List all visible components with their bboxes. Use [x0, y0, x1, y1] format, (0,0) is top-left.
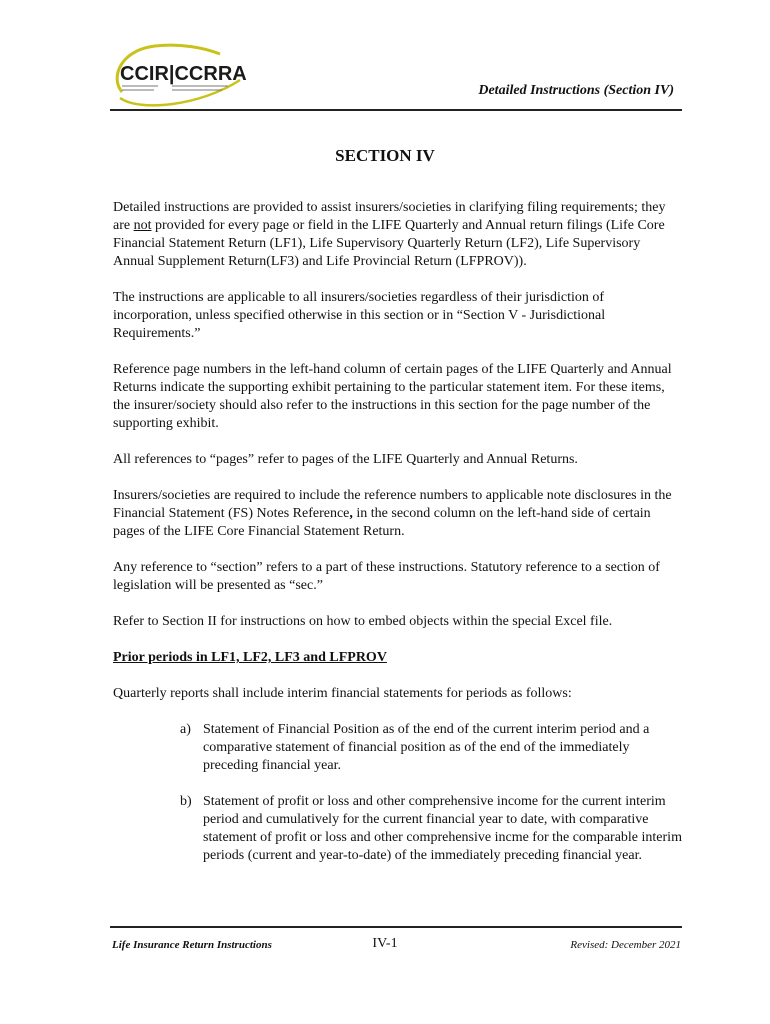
- page-number: IV-1: [372, 936, 398, 951]
- section-title: SECTION IV: [335, 146, 435, 165]
- paragraph-pages-definition: All references to “pages” refer to pages of the LIFE Quarterly and Annual Returns.: [113, 452, 578, 467]
- paragraph-intro: Detailed instructions are provided to assist insurers/societies in clarifying filing requirements; they are not provided for every page or field in the LIFE Quarterly and Annual return filings (Life Core Financial Statement Return (LF1), Life Supervisory Quarterly Return (LF2), Life Supervisory Annual Supplement Return(LF3) and Life Provincial Return (LFPROV)).: [113, 200, 666, 269]
- paragraph-quarterly-intro: Quarterly reports shall include interim financial statements for periods as follows:: [113, 686, 572, 701]
- list-item-text: Statement of profit or loss and other comprehensive income for the current interim period and cumulatively for the current financial year to date, with comparative statement of profit or loss and other comprehensive incme for the comparable interim periods (current and year-to-date) of the immediately preceding financial year.: [203, 794, 682, 863]
- header-divider: [110, 109, 682, 111]
- logo-text: CCIR|CCRRA: [120, 63, 247, 85]
- header-title: Detailed Instructions (Section IV): [478, 83, 674, 98]
- interim-statements-list: [113, 721, 683, 865]
- paragraph-applicability: The instructions are applicable to all insurers/societies regardless of their jurisdiction of incorporation, unless specified otherwise in this section or in “Section V - Jurisdictional Requirements.”: [113, 290, 606, 341]
- paragraph-reference-pages: Reference page numbers in the left-hand column of certain pages of the LIFE Quarterly and Annual Returns indicate the supporting exhibit pertaining to the particular statement item. For these items, the insurer/society should also refer to the instructions in this section for the page number of the supporting exhibit.: [113, 362, 672, 431]
- list-marker: a): [180, 722, 191, 737]
- footer-document-title: Life Insurance Return Instructions: [112, 939, 272, 951]
- paragraph-fs-notes: Insurers/societies are required to include the reference numbers to applicable note disclosures in the Financial Statement (FS) Notes Reference, in the second column on the left-hand side of certain pages of the LIFE Core Financial Statement Return.: [113, 488, 672, 539]
- list-marker: b): [180, 794, 192, 809]
- ccir-ccrra-logo: [110, 40, 250, 112]
- paragraph-section-definition: Any reference to “section” refers to a part of these instructions. Statutory reference to a section of legislation will be presented as “sec.”: [113, 560, 660, 593]
- footer-revision-date: Revised: December 2021: [570, 939, 681, 951]
- footer-divider: [110, 926, 682, 928]
- list-item: [113, 793, 683, 865]
- subheading-prior-periods: Prior periods in LF1, LF2, LF3 and LFPROV: [113, 650, 387, 665]
- list-item: [113, 721, 683, 775]
- list-item-text: Statement of Financial Position as of the end of the current interim period and a comparative statement of financial position as of the end of the immediately preceding financial year.: [203, 722, 650, 773]
- document-body: [113, 199, 683, 883]
- paragraph-embed-objects: Refer to Section II for instructions on how to embed objects within the special Excel file.: [113, 614, 613, 629]
